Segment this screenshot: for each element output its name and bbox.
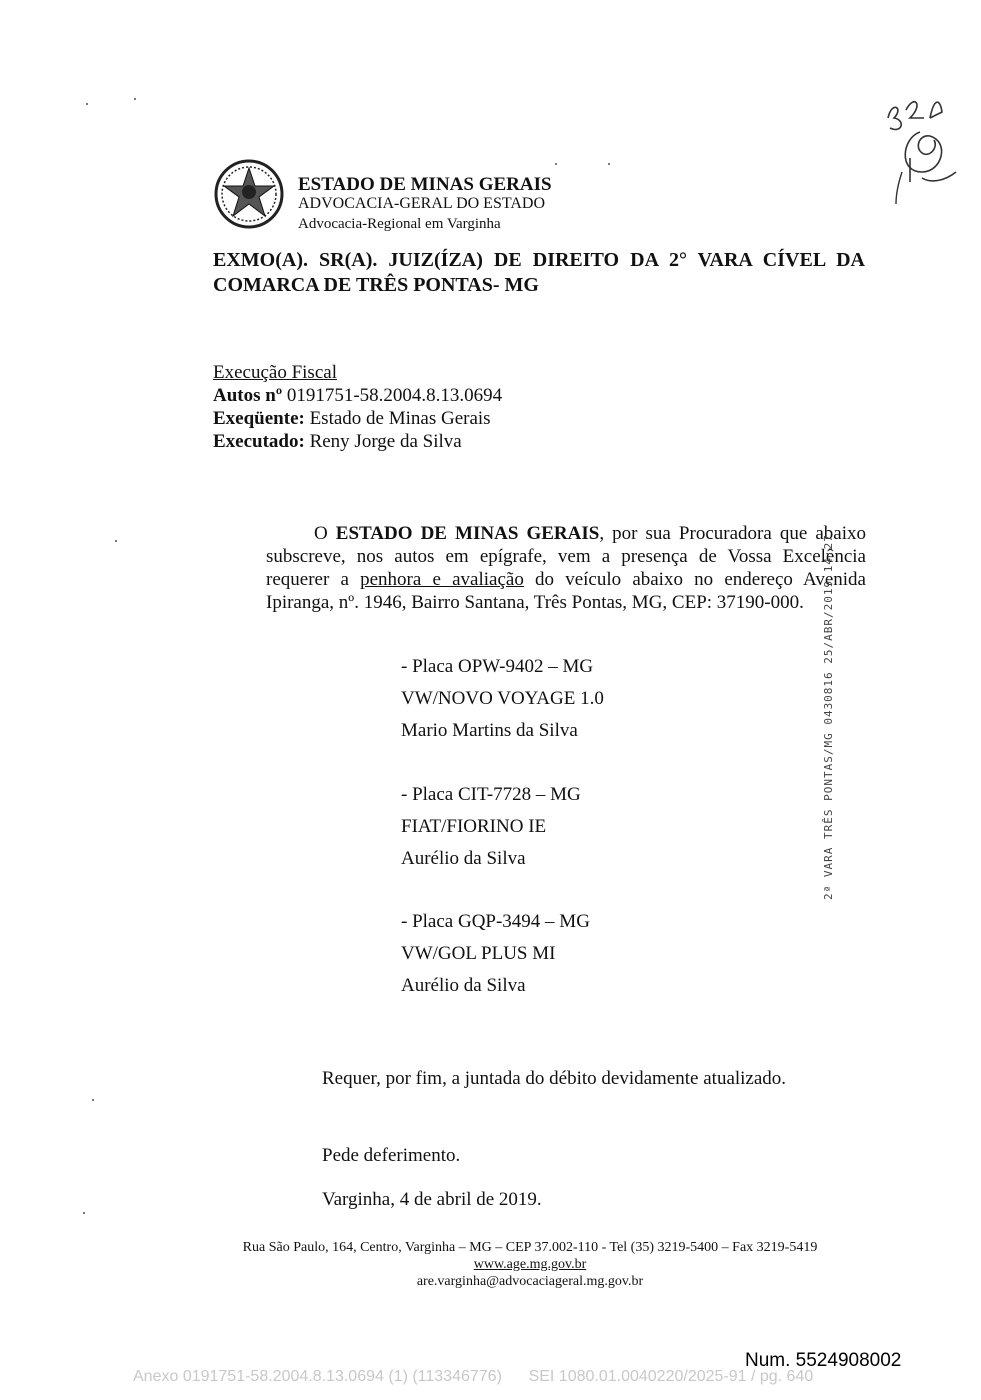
vehicle-owner: Mario Martins da Silva — [401, 720, 578, 741]
document-number: Num. 5524908002 — [745, 1350, 902, 1371]
scan-speck — [86, 103, 88, 105]
vehicle-plate: - Placa OPW-9402 – MG — [401, 656, 594, 677]
footer-address: Rua São Paulo, 164, Centro, Varginha – MG – CEP 37.002-110 - Tel (35) 3219-5400 – Fax 3219-5419 — [242, 1240, 818, 1255]
case-block — [213, 361, 502, 453]
vehicle-owner: Aurélio da Silva — [401, 975, 526, 996]
scan-speck — [92, 1099, 94, 1101]
autos-label: Autos nº — [213, 385, 283, 406]
vehicle-model: VW/GOL PLUS MI — [401, 943, 556, 964]
annex-line: Anexo 0191751-58.2004.8.13.0694 (1) (113346776) SEI 1080.01.0040220/2025-91 / pg. 640 — [133, 1368, 814, 1385]
footer — [180, 1239, 880, 1290]
executado-label: Executado: — [213, 431, 305, 452]
executado-value: Reny Jorge da Silva — [304, 431, 462, 452]
addressee: EXMO(A). SR(A). JUIZ(ÍZA) DE DIREITO DA 2° VARA CÍVEL DA COMARCA DE TRÊS PONTAS- MG — [213, 249, 865, 296]
scan-speck — [555, 163, 557, 165]
closing-place-date: Varginha, 4 de abril de 2019. — [322, 1189, 542, 1210]
handwritten-rubric — [880, 88, 960, 208]
footer-website-link[interactable]: www.age.mg.gov.br — [473, 1257, 587, 1272]
vehicle-model: FIAT/FIORINO IE — [401, 816, 547, 837]
vehicle-owner: Aurélio da Silva — [401, 848, 526, 869]
vehicle-item — [401, 779, 581, 875]
scan-speck — [134, 98, 136, 100]
exequente-value: Estado de Minas Gerais — [304, 408, 491, 429]
case-type: Execução Fiscal — [213, 362, 337, 383]
vehicle-item — [401, 906, 590, 1002]
closing-request: Requer, por fim, a juntada do débito devidamente atualizado. — [322, 1068, 787, 1089]
scan-speck — [83, 1212, 85, 1214]
body-prefix: O — [314, 523, 336, 544]
exequente-label: Exeqüente: — [213, 408, 305, 429]
body-text-2: do veículo abaixo no endereço Avenida Ipiranga, nº. 1946, Bairro Santana, Três Pontas, MG, CEP: 37190-000. — [266, 569, 866, 613]
vehicle-plate: - Placa GQP-3494 – MG — [401, 911, 590, 932]
body-text-1: , por sua Procuradora que abaixo subscreve, nos autos em epígrafe, vem a presença de Vossa Excelência requerer a — [266, 523, 866, 590]
header-dept: ADVOCACIA-GERAL DO ESTADO — [298, 195, 545, 212]
header-office: Advocacia-Regional em Varginha — [298, 216, 501, 232]
court-receipt-stamp: 2ª VARA TRÊS PONTAS/MG 0430816 25/ABR/2019 14:27 — [822, 534, 835, 900]
vehicle-plate: - Placa CIT-7728 – MG — [401, 784, 581, 805]
body-paragraph — [266, 522, 866, 614]
header-org: ESTADO DE MINAS GERAIS — [298, 174, 552, 195]
scan-speck — [608, 163, 610, 165]
body-bold-entity: ESTADO DE MINAS GERAIS — [335, 523, 600, 544]
footer-email: are.varginha@advocaciageral.mg.gov.br — [416, 1274, 644, 1289]
closing-plea: Pede deferimento. — [322, 1145, 461, 1166]
body-underlined: penhora e avaliação — [360, 569, 524, 590]
scan-speck — [115, 540, 117, 542]
state-coat-of-arms-seal — [213, 158, 285, 230]
autos-value: 0191751-58.2004.8.13.0694 — [282, 385, 503, 406]
vehicle-item — [401, 651, 604, 747]
vehicle-model: VW/NOVO VOYAGE 1.0 — [401, 688, 604, 709]
